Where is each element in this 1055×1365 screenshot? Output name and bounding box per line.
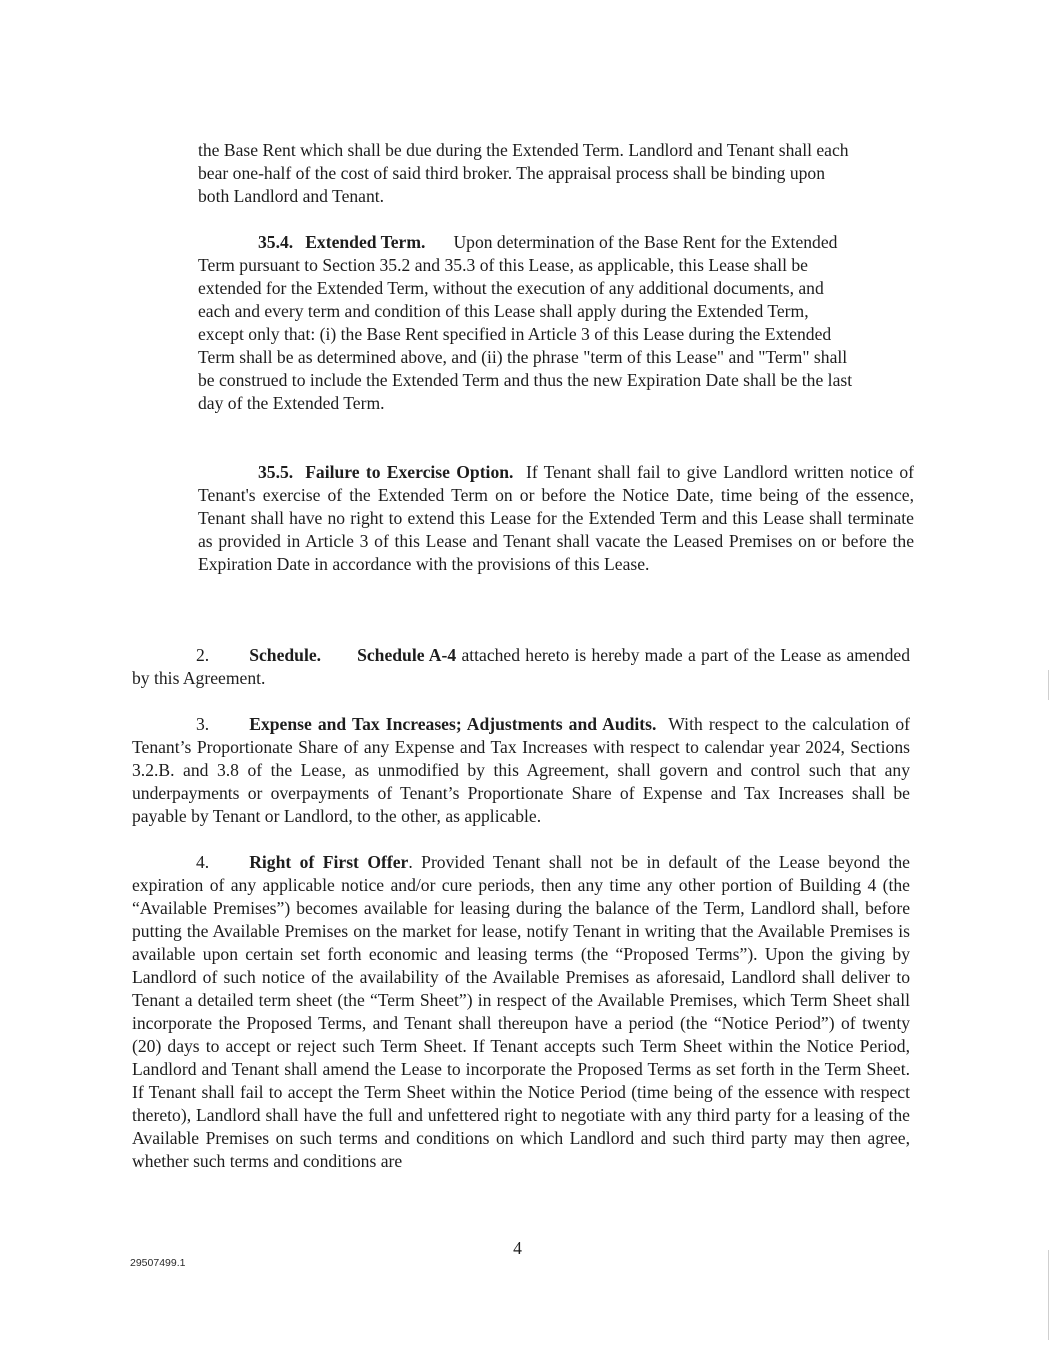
section-35-5-text: If Tenant shall fail to give Landlord written notice of Tenant's exercise of the Extended Term on or before the Notice Date, time being of the essence, Tenant shall have no right to extend this Lease for the Extended Term and this Lease shall terminate as provided in Article 3 of this Lease and Tenant shall vacate the Leased Premises on or before the Expiration Date in accordance with the provisions of this Lease. bbox=[198, 462, 914, 574]
document-id: 29507499.1 bbox=[130, 1257, 186, 1269]
section-35-4 bbox=[198, 231, 858, 415]
continuation-paragraph bbox=[198, 139, 858, 208]
section-35-4-heading: Extended Term. bbox=[305, 232, 426, 252]
section-2 bbox=[132, 644, 910, 690]
scan-edge-mark bbox=[1048, 1250, 1049, 1340]
section-35-5 bbox=[198, 461, 914, 576]
section-2-number: 2. bbox=[196, 645, 210, 665]
section-35-5-heading: Failure to Exercise Option. bbox=[305, 462, 514, 482]
section-35-4-number: 35.4. bbox=[258, 232, 294, 252]
section-4-text: . Provided Tenant shall not be in default of the Lease beyond the expiration of any applicable notice and/or cure periods, then any time any other portion of Building 4 (the “Available Premises”) becomes available for leasing during the balance of the Term, Landlord shall, before putting the Available Premises on the market for lease, notify Tenant in writing that the Available Premises is available upon certain set forth economic and leasing terms (the “Proposed Terms”). Upon the giving by Landlord of such notice of the availability of the Available Premises as aforesaid, Landlord shall deliver to Tenant a detailed term sheet (the “Term Sheet”) in respect of the Available Premises, which Term Sheet shall incorporate the Proposed Terms, and Tenant shall thereupon have a period (the “Notice Period”) of twenty (20) days to accept or reject such Term Sheet. If Tenant accepts such Term Sheet within the Notice Period, Landlord and Tenant shall amend the Lease to incorporate the Proposed Terms as set forth in the Term Sheet. If Tenant shall fail to accept the Term Sheet within the Notice Period (time being of the essence with respect thereto), Landlord shall have the full and unfettered right to negotiate with any third party for a leasing of the Available Premises on such terms and conditions on which Landlord and such third party may then agree, whether such terms and conditions are bbox=[132, 852, 910, 1171]
section-3-text: With respect to the calculation of Tenant’s Proportionate Share of any Expense and Tax Increases with respect to calendar year 2024, Sections 3.2.B. and 3.8 of the Lease, as unmodified by this Agreement, shall govern and control such that any underpayments or overpayments of Tenant’s Proportionate Share of Expense and Tax Increases shall be payable by Tenant or Landlord, to the other, as applicable. bbox=[132, 714, 910, 826]
section-35-4-text: Upon determination of the Base Rent for the Extended Term pursuant to Section 35.2 and 35.3 of this Lease, as applicable, this Lease shall be extended for the Extended Term, without the execution of any additional documents, and each and every term and condition of this Lease shall apply during the Extended Term, except only that: (i) the Base Rent specified in Article 3 of this Lease during the Extended Term shall be as determined above, and (ii) the phrase "term of this Lease" and "Term" shall be construed to include the Extended Term and thus the new Expiration Date shall be the last day of the Extended Term. bbox=[198, 232, 853, 413]
page-number: 4 bbox=[513, 1238, 522, 1258]
scan-edge-mark bbox=[1048, 670, 1049, 700]
section-3-number: 3. bbox=[196, 714, 210, 734]
section-4 bbox=[132, 851, 910, 1173]
section-4-heading: Right of First Offer bbox=[249, 852, 409, 872]
section-2-bold-ref: Schedule A-4 bbox=[357, 645, 457, 665]
section-3 bbox=[132, 713, 910, 828]
section-2-text: attached hereto is hereby made a part of the Lease as amended by this Agreement. bbox=[132, 645, 911, 688]
section-3-heading: Expense and Tax Increases; Adjustments and Audits. bbox=[249, 714, 657, 734]
section-35-5-number: 35.5. bbox=[258, 462, 294, 482]
continuation-text: the Base Rent which shall be due during the Extended Term. Landlord and Tenant shall each bear one-half of the cost of said third broker. The appraisal process shall be binding upon both Landlord and Tenant. bbox=[198, 140, 849, 206]
section-2-heading: Schedule. bbox=[249, 645, 322, 665]
section-4-number: 4. bbox=[196, 852, 210, 872]
